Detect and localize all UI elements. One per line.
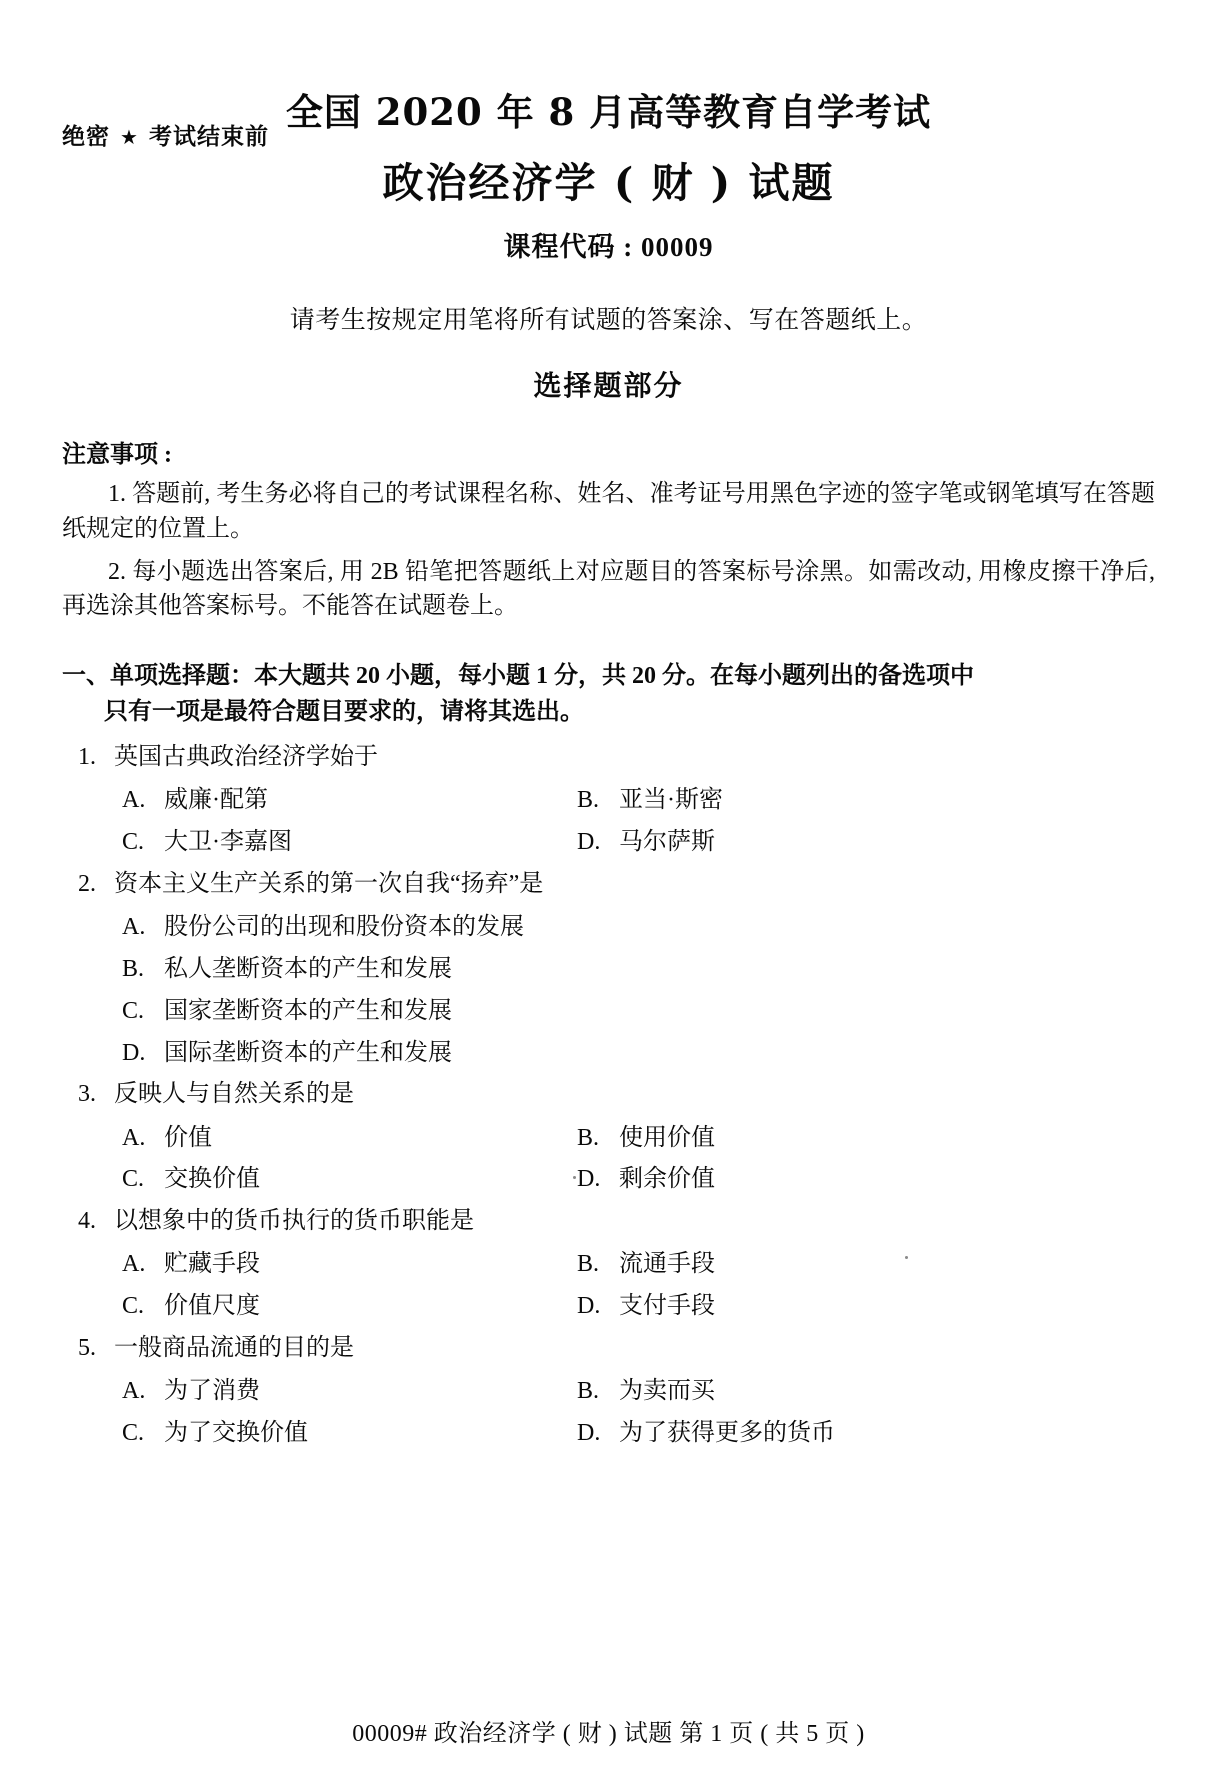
- option-a[interactable]: [122, 1124, 577, 1153]
- option-row: [122, 913, 1217, 942]
- option-row: [122, 828, 1217, 857]
- option-label: A.: [122, 1124, 146, 1151]
- option-b[interactable]: [577, 1124, 715, 1153]
- option-label: A.: [122, 1378, 146, 1405]
- exam-paper-page: [0, 82, 1217, 1770]
- subject-title: 政治经济学 ( 财 ) 试题: [382, 159, 835, 207]
- option-text: 价值: [164, 1124, 212, 1151]
- option-d[interactable]: [577, 1165, 715, 1194]
- option-group: [122, 1250, 1217, 1321]
- option-text: 流通手段: [619, 1251, 715, 1278]
- option-row: [122, 786, 1217, 815]
- question-stem: [78, 742, 1217, 773]
- option-group: [122, 1124, 1217, 1195]
- question-stem: [78, 1079, 1217, 1110]
- question-number: 4.: [78, 1208, 96, 1235]
- option-text: 贮藏手段: [164, 1251, 260, 1278]
- option-b[interactable]: [577, 1377, 715, 1406]
- page-speck: [573, 1176, 576, 1179]
- option-d[interactable]: [577, 1292, 715, 1321]
- option-row: [122, 955, 1217, 984]
- option-label: D.: [577, 1166, 601, 1193]
- option-text: 亚当·斯密: [619, 787, 723, 814]
- note-item-2: 2. 每小题选出答案后, 用 2B 铅笔把答题纸上对应题目的答案标号涂黑。如需改动, 用橡皮擦干净后, 再选涂其他答案标号。不能答在试题卷上。: [62, 558, 1155, 620]
- option-text: 私人垄断资本的产生和发展: [164, 955, 452, 982]
- option-text: 国际垄断资本的产生和发展: [164, 1039, 452, 1066]
- option-label: C.: [122, 1166, 145, 1193]
- option-d[interactable]: [577, 828, 715, 857]
- option-c[interactable]: [122, 997, 452, 1026]
- option-row: [122, 997, 1217, 1026]
- option-label: C.: [122, 1293, 145, 1320]
- note-item-1: 1. 答题前, 考生务必将自己的考试课程名称、姓名、准考证号用黑色字迹的签字笔或钢笔填写在答题纸规定的位置上。: [62, 481, 1155, 542]
- question-text: 以想象中的货币执行的货币职能是: [114, 1208, 474, 1235]
- option-text: 剩余价值: [619, 1166, 715, 1193]
- option-row: [122, 1039, 1217, 1068]
- question-text: 资本主义生产关系的第一次自我“扬弃”是: [114, 870, 544, 897]
- option-label: B.: [577, 787, 600, 814]
- option-text: 为了获得更多的货币: [619, 1419, 835, 1446]
- option-a[interactable]: [122, 1377, 577, 1406]
- option-label: B.: [577, 1251, 600, 1278]
- option-text: 威廉·配第: [164, 787, 268, 814]
- option-row: [122, 1292, 1217, 1321]
- question-text: 英国古典政治经济学始于: [114, 744, 378, 771]
- page-speck: [905, 1256, 908, 1259]
- exam-title: 全国 2020 年 8 月高等教育自学考试: [285, 90, 932, 134]
- option-text: 马尔萨斯: [619, 829, 715, 856]
- option-row: [122, 1250, 1217, 1279]
- option-text: 股份公司的出现和股份资本的发展: [164, 914, 524, 941]
- option-label: D.: [577, 1293, 601, 1320]
- option-label: B.: [577, 1124, 600, 1151]
- option-text: 支付手段: [619, 1293, 715, 1320]
- option-text: 国家垄断资本的产生和发展: [164, 997, 452, 1024]
- option-text: 为卖而买: [619, 1378, 715, 1405]
- option-c[interactable]: [122, 1292, 577, 1321]
- part-one-heading-line1: 一、单项选择题：本大题共 20 小题，每小题 1 分，共 20 分。在每小题列出的备选项中: [62, 663, 974, 690]
- question-number: 3.: [78, 1081, 96, 1108]
- option-row: [122, 1419, 1217, 1448]
- section-title: 选择题部分: [533, 371, 684, 402]
- option-row: [122, 1124, 1217, 1153]
- page-footer: 00009# 政治经济学 ( 财 ) 试题 第 1 页 ( 共 5 页 ): [352, 1721, 865, 1747]
- notes-heading: 注意事项 :: [62, 442, 172, 468]
- question-number: 1.: [78, 744, 96, 771]
- option-text: 价值尺度: [164, 1293, 260, 1320]
- question-stem: [78, 1206, 1217, 1237]
- question-text: 反映人与自然关系的是: [114, 1081, 354, 1108]
- option-group: [122, 1377, 1217, 1448]
- option-text: 为了消费: [164, 1378, 260, 1405]
- option-b[interactable]: [577, 1250, 715, 1279]
- option-b[interactable]: [577, 786, 723, 815]
- option-label: C.: [122, 829, 145, 856]
- option-d[interactable]: [122, 1039, 452, 1068]
- option-group: [122, 913, 1217, 1067]
- confidential-header: [62, 118, 269, 151]
- option-label: D.: [122, 1039, 146, 1066]
- option-label: A.: [122, 914, 146, 941]
- option-label: C.: [122, 997, 145, 1024]
- part-one-heading: [62, 658, 1155, 730]
- option-row: [122, 1377, 1217, 1406]
- option-group: [122, 786, 1217, 857]
- confidential-label: 绝密: [62, 124, 110, 150]
- option-a[interactable]: [122, 786, 577, 815]
- question-stem: [78, 1333, 1217, 1364]
- star-icon: ★: [120, 125, 139, 149]
- option-text: 交换价值: [164, 1166, 260, 1193]
- option-c[interactable]: [122, 1165, 577, 1194]
- option-d[interactable]: [577, 1419, 835, 1448]
- option-label: A.: [122, 1251, 146, 1278]
- option-a[interactable]: [122, 1250, 577, 1279]
- option-c[interactable]: [122, 1419, 577, 1448]
- option-label: D.: [577, 829, 601, 856]
- option-text: 大卫·李嘉图: [164, 829, 292, 856]
- option-label: B.: [577, 1378, 600, 1405]
- pen-notice: 请考生按规定用笔将所有试题的答案涂、写在答题纸上。: [289, 307, 928, 334]
- option-text: 为了交换价值: [164, 1419, 308, 1446]
- question-number: 2.: [78, 870, 96, 897]
- question-stem: [78, 869, 1217, 900]
- option-label: D.: [577, 1419, 601, 1446]
- option-a[interactable]: [122, 913, 524, 942]
- part-one-heading-line2: 只有一项是最符合题目要求的，请将其选出。: [104, 699, 584, 726]
- option-b[interactable]: [122, 955, 452, 984]
- option-text: 使用价值: [619, 1124, 715, 1151]
- course-code: 课程代码 : 00009: [503, 232, 714, 262]
- before-exam-label: 考试结束前: [148, 124, 269, 150]
- option-c[interactable]: [122, 828, 577, 857]
- option-label: A.: [122, 787, 146, 814]
- question-number: 5.: [78, 1334, 96, 1361]
- question-text: 一般商品流通的目的是: [114, 1334, 354, 1361]
- option-row: [122, 1165, 1217, 1194]
- option-label: B.: [122, 955, 145, 982]
- option-label: C.: [122, 1419, 145, 1446]
